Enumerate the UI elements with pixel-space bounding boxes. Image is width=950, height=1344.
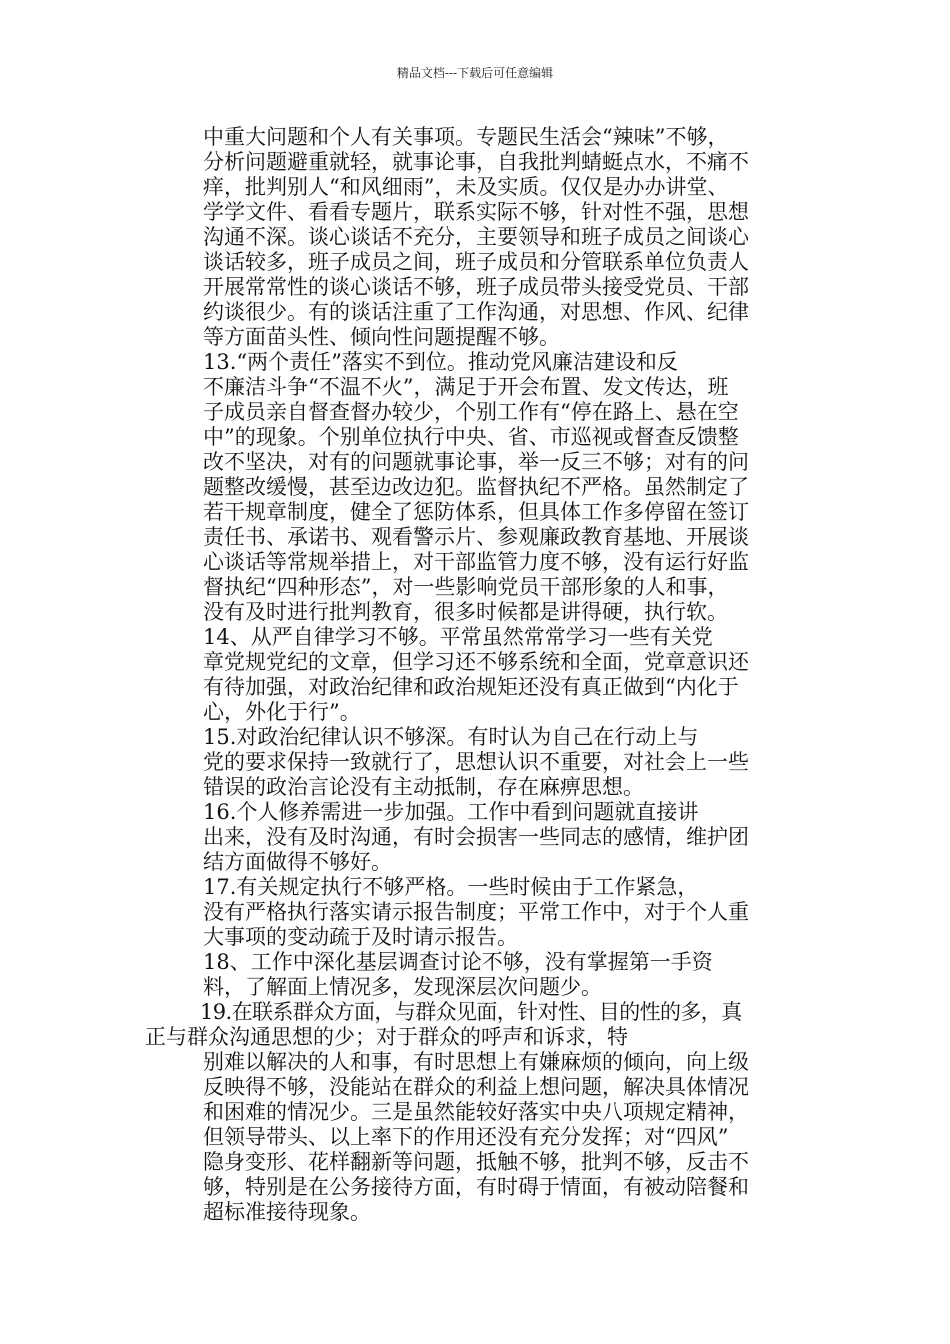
text-line: 大事项的变动疏于及时请示报告。	[203, 925, 518, 949]
text-line: 心，外化于行”。	[203, 700, 361, 724]
text-line: 分析问题避重就轻，就事论事，自我批判蜻蜓点水，不痛不	[203, 150, 749, 174]
text-line: 责任书、承诺书、观看警示片、参观廉政教育基地、开展谈	[203, 525, 749, 549]
item-heading: 18、工作中深化基层调查讨论不够，没有掌握第一手资	[203, 950, 713, 974]
text-line: 子成员亲自督查督办较少，个别工作有“停在路上、悬在空	[203, 400, 739, 424]
text-line: 不廉洁斗争“不温不火”，满足于开会布置、发文传达，班	[203, 375, 729, 399]
text-line: 改不坚决，对有的问题就事论事，举一反三不够；对有的问	[203, 450, 749, 474]
text-line: 谈话较多，班子成员之间，班子成员和分管联系单位负责人	[203, 250, 749, 274]
text-line: 料，了解面上情况多，发现深层次问题少。	[203, 975, 602, 999]
item-heading: 19.在联系群众方面，与群众见面，针对性、目的性的多，真	[200, 1000, 742, 1024]
text-line: 题整改缓慢，甚至边改边犯。监督执纪不严格。虽然制定了	[203, 475, 749, 499]
text-line: 等方面苗头性、倾向性问题提醒不够。	[203, 325, 560, 349]
text-line: 督执纪“四种形态”，对一些影响党员干部形象的人和事，	[203, 575, 729, 599]
item-heading: 15.对政治纪律认识不够深。有时认为自己在行动上与	[203, 725, 699, 749]
item-heading: 13.“两个责任”落实不到位。推动党风廉洁建设和反	[203, 350, 678, 374]
text-line: 有待加强，对政治纪律和政治规矩还没有真正做到“内化于	[203, 675, 739, 699]
text-line: 没有及时进行批判教育，很多时候都是讲得硬，执行软。	[203, 600, 728, 624]
item-heading: 14、从严自律学习不够。平常虽然常常学习一些有关党	[203, 625, 713, 649]
text-line: 但领导带头、以上率下的作用还没有充分发挥；对“四风”	[203, 1125, 729, 1149]
text-line: 中”的现象。个别单位执行中央、省、市巡视或督查反馈整	[203, 425, 739, 449]
text-line: 若干规章制度，健全了惩防体系，但具体工作多停留在签订	[203, 500, 749, 524]
text-line: 学学文件、看看专题片，联系实际不够，针对性不强，思想	[203, 200, 749, 224]
text-line: 够，特别是在公务接待方面，有时碍于情面，有被动陪餐和	[203, 1175, 749, 1199]
text-line: 中重大问题和个人有关事项。专题民生活会“辣味”不够，	[203, 125, 729, 149]
text-line: 出来，没有及时沟通，有时会损害一些同志的感情，维护团	[203, 825, 749, 849]
text-line: 错误的政治言论没有主动抵制，存在麻痹思想。	[203, 775, 644, 799]
text-line: 章党规党纪的文章，但学习还不够系统和全面，党章意识还	[203, 650, 749, 674]
text-line: 正与群众沟通思想的少；对于群众的呼声和诉求，特	[145, 1025, 628, 1049]
text-line: 超标准接待现象。	[203, 1200, 371, 1224]
text-line: 开展常常性的谈心谈话不够，班子成员带头接受党员、干部	[203, 275, 749, 299]
item-heading: 17.有关规定执行不够严格。一些时候由于工作紧急，	[203, 875, 699, 899]
text-line: 别难以解决的人和事，有时思想上有嫌麻烦的倾向，向上级	[203, 1050, 749, 1074]
text-line: 没有严格执行落实请示报告制度；平常工作中，对于个人重	[203, 900, 749, 924]
text-line: 沟通不深。谈心谈话不充分，主要领导和班子成员之间谈心	[203, 225, 749, 249]
text-line: 和困难的情况少。三是虽然能较好落实中央八项规定精神，	[203, 1100, 749, 1124]
item-heading: 16.个人修养需进一步加强。工作中看到问题就直接讲	[203, 800, 699, 824]
text-line: 心谈话等常规举措上，对干部监管力度不够，没有运行好监	[203, 550, 749, 574]
text-line: 党的要求保持一致就行了，思想认识不重要，对社会上一些	[203, 750, 749, 774]
text-line: 痒，批判别人“和风细雨”，未及实质。仅仅是办办讲堂、	[203, 175, 729, 199]
text-line: 结方面做得不够好。	[203, 850, 392, 874]
text-line: 反映得不够，没能站在群众的利益上想问题，解决具体情况	[203, 1075, 749, 1099]
page-header: 精品文档---下载后可任意编辑	[396, 66, 554, 80]
text-line: 隐身变形、花样翻新等问题，抵触不够，批判不够，反击不	[203, 1150, 749, 1174]
text-line: 约谈很少。有的谈话注重了工作沟通，对思想、作风、纪律	[203, 300, 749, 324]
